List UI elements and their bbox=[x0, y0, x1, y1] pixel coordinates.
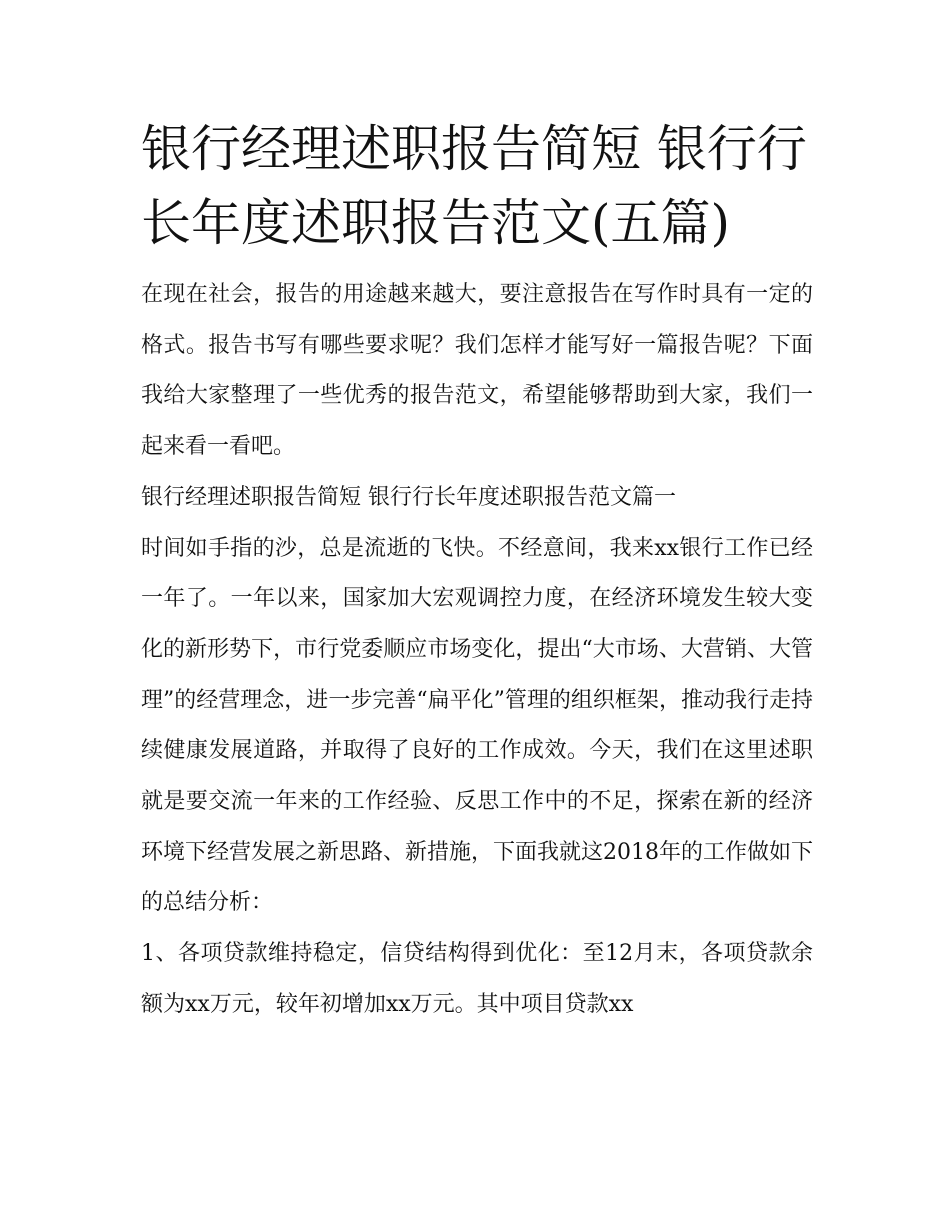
body-paragraph-1: 时间如手指的沙，总是流逝的飞快。不经意间，我来xx银行工作已经一年了。一年以来，国家加大宏观调控力度，在经济环境发生较大变化的新形势下，市行党委顺应市场变化，提出“大市场、大营销、大管理”的经营理念，进一步完善“扁平化”管理的组织框架，推动我行走持续健康发展道路，并取得了良好的工作成效。今天，我们在这里述职就是要交流一年来的工作经验、反思工作中的不足，探索在新的经济环境下经营发展之新思路、新措施，下面我就这2018年的工作做如下的总结分析： bbox=[141, 535, 813, 916]
document-title: 银行经理述职报告简短 银行行长年度述职报告范文(五篇) bbox=[141, 120, 807, 252]
intro-paragraph: 在现在社会，报告的用途越来越大，要注意报告在写作时具有一定的格式。报告书写有哪些要求呢？我们怎样才能写好一篇报告呢？下面我给大家整理了一些优秀的报告范文，希望能够帮助到大家，我们一起来看一看吧。 bbox=[141, 282, 813, 460]
body-paragraph-2: 1、各项贷款维持稳定，信贷结构得到优化：至12月末，各项贷款余额为xx万元，较年初增加xx万元。其中项目贷款xx bbox=[141, 941, 813, 1017]
section-heading: 银行经理述职报告简短 银行行长年度述职报告范文篇一 bbox=[141, 484, 676, 510]
document-page bbox=[141, 112, 813, 1031]
